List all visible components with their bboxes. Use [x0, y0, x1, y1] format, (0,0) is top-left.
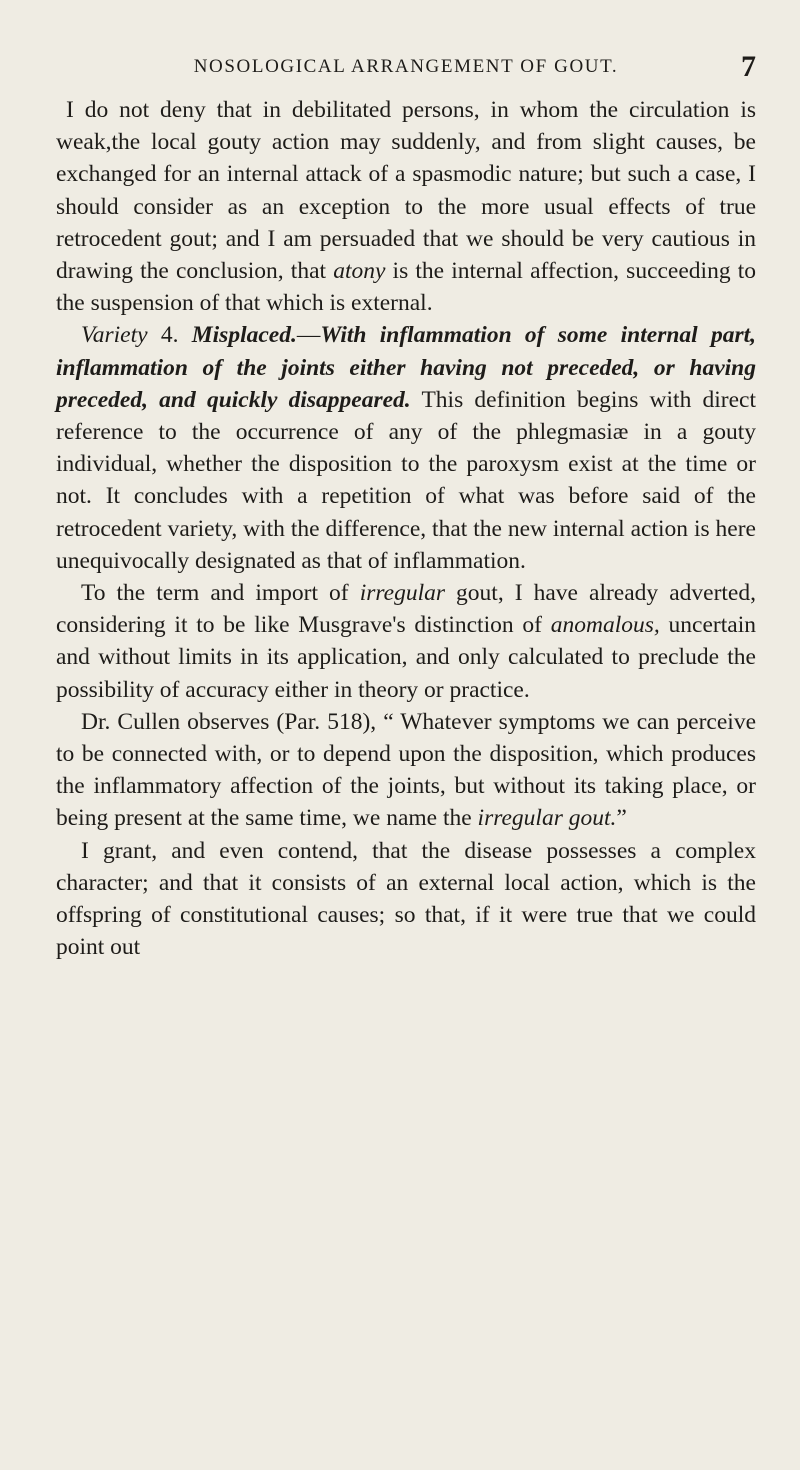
- paragraph-text-3: uncertain and without limits in its application, and only calculated to preclude the possibility of accuracy either in theory or practice.: [56, 612, 756, 703]
- paragraph-text: This definition begins with direct reference to the occurrence of any of the phlegmasiæ in a gouty individual, whether the disposition to the paroxysm exist at the time or not. It concludes with a repetition of what was before said of the retrocedent variety, with the difference, that the new internal action is here unequivocally designated as that of inflammation.: [56, 386, 756, 574]
- paragraph-text-1: To the term and import of: [81, 580, 360, 607]
- variety-name: Misplaced.: [191, 322, 297, 349]
- variety-definition: With inflammation of some internal part, inflammation of the joints either having not preceded, or having preceded, and quickly disappeared.: [56, 322, 757, 413]
- page-number: 7: [741, 50, 756, 83]
- paragraph-text-1: Dr. Cullen observes (Par. 518), “ Whatever symptoms we can perceive to be connected with, or to depend upon the disposition, which produces the inflammatory affection of the joints, but without its taking place, or being present at the same time, we name the: [56, 708, 756, 832]
- paragraph-retrocedent: [56, 94, 756, 319]
- dash: —: [296, 322, 321, 349]
- italic-term-anomalous: anomalous,: [550, 612, 660, 639]
- paragraph-text: I do not deny that in debilitated persons, in whom the circulation is weak,the local gouty action may suddenly, and from slight causes, be exchanged for an internal attack of a spasmodic nature; but such a case, I should consider as an exception to the more usual effects of true retrocedent gout; and I am persuaded that we should be very cautious in drawing the conclusion, that: [56, 97, 756, 285]
- paragraph-variety-4: [56, 319, 756, 577]
- variety-number: 4.: [147, 322, 192, 349]
- paragraph-complex-character: [56, 835, 756, 964]
- italic-term-atony: atony: [333, 258, 386, 285]
- running-title: NOSOLOGICAL ARRANGEMENT OF GOUT.: [193, 56, 619, 77]
- variety-label: Variety: [81, 322, 148, 349]
- paragraph-text: I grant, and even contend, that the disease possesses a complex character; and that it consists of an external local action, which is the offspring of constitutional causes; so that, if it were true that we could point out: [56, 837, 756, 961]
- italic-term-irregular-gout: irregular gout.: [477, 805, 617, 832]
- body-text: [56, 94, 756, 963]
- closing-quote: ”: [616, 805, 627, 832]
- paragraph-irregular-gout: [56, 577, 756, 706]
- book-page: [56, 50, 757, 963]
- paragraph-cullen-quote: [56, 706, 756, 835]
- paragraph-text-2: gout, I have already adverted, considering it to be like Musgrave's distinction of: [56, 580, 756, 639]
- running-head: [56, 50, 756, 92]
- italic-term-irregular: irregular: [359, 580, 445, 607]
- paragraph-text-tail: is the internal affection, succeeding to the suspension of that which is external.: [56, 258, 756, 317]
